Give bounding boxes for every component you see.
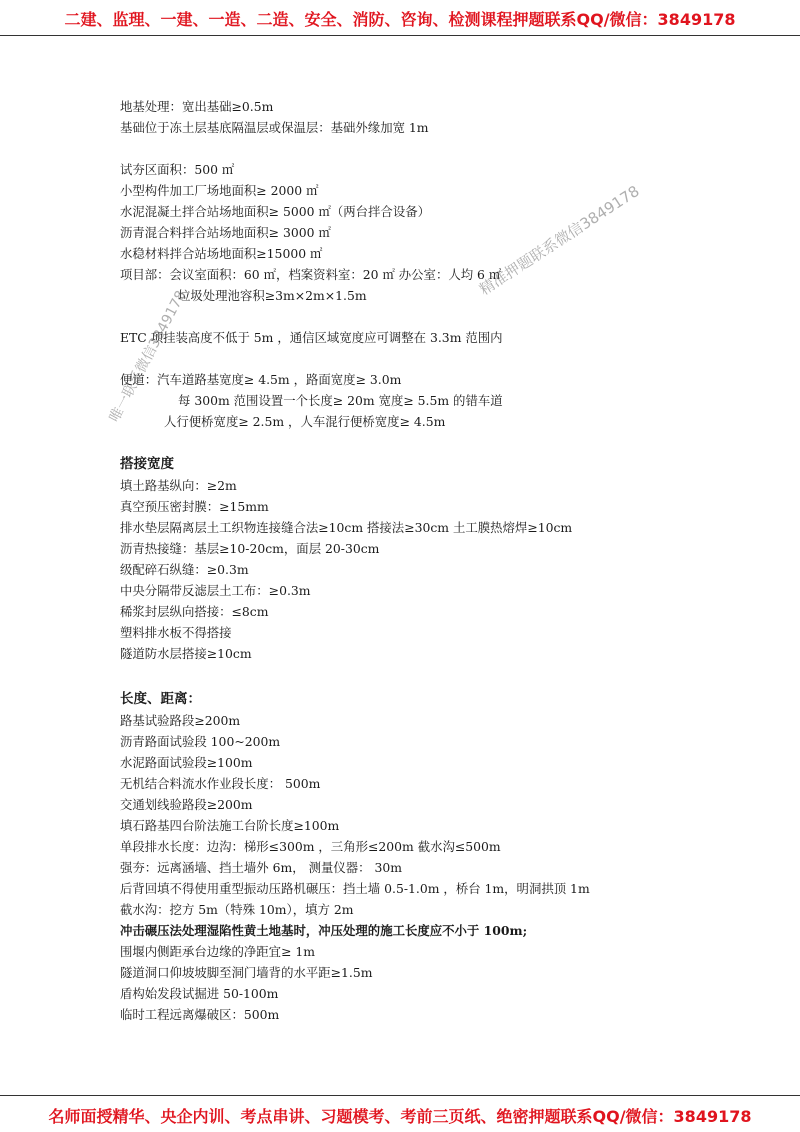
etc-line: ETC 项挂装高度不低于 5m ，通信区域宽度应可调整在 3.3m 范围内 [120,330,503,345]
list-item: 截水沟：挖方 5m（特殊 10m），填方 2m [120,902,354,917]
list-item: 排水垫层隔离层土工织物连接缝合法≥10cm 搭接法≥30cm 土工膜热熔焊≥10cm [120,520,573,535]
list-item: 围堰内侧距承台边缘的净距宜≥ 1m [120,944,316,959]
list-item: 路基试验路段≥200m [120,713,241,728]
list-item: 稀浆封层纵向搭接：≤8cm [120,604,269,619]
list-item: 沥青路面试验段 100~200m [120,734,281,749]
text-line: 项目部：会议室面积：60 ㎡，档案资料室：20 ㎡ 办公室：人均 6 ㎡ [120,267,502,282]
text-line: 便道：汽车道路基宽度≥ 4.5m ，路面宽度≥ 3.0m [120,372,402,387]
list-item: 单段排水长度：边沟：梯形≤300m ，三角形≤200m 截水沟≤500m [120,839,501,854]
top-divider [0,35,800,36]
bottom-divider [0,1095,800,1096]
text-line: 每 300m 范围设置一个长度≥ 20m 宽度≥ 5.5m 的错车道 [178,393,503,408]
list-item: 填石路基四台阶法施工台阶长度≥100m [120,818,340,833]
list-item: 盾构始发段试掘进 50-100m [120,986,279,1001]
watermark-text: 唯一联系微信3849178 [106,288,190,425]
text-line: 水泥混凝土拌合站场地面积≥ 5000 ㎡（两台拌合设备） [120,204,430,219]
text-line: 小型构件加工厂场地面积≥ 2000 ㎡ [120,183,319,198]
document-body [120,96,720,1025]
list-item: 临时工程远离爆破区：500m [120,1007,280,1022]
bottom-banner: 名师面授精华、央企内训、考点串讲、习题模考、考前三页纸、绝密押题联系QQ/微信：3849178 [48,1107,752,1126]
section-heading-overlap: 搭接宽度 [120,456,174,472]
list-item: 级配碎石纵缝：≥0.3m [120,562,249,577]
list-item: 强夯：远离涵墙、挡土墙外 6m， 测量仪器： 30m [120,860,402,875]
text-line: 地基处理：宽出基础≥0.5m [120,99,274,114]
text-line: 试夯区面积：500 ㎡ [120,162,235,177]
list-item: 冲击碾压法处理湿陷性黄土地基时，冲压处理的施工长度应不小于 100m; [120,923,528,938]
list-item: 沥青热接缝：基层≥10-20cm，面层 20-30cm [120,541,380,556]
list-item: 隧道防水层搭接≥10cm [120,646,252,661]
text-line: 人行便桥宽度≥ 2.5m ，人车混行便桥宽度≥ 4.5m [164,414,446,429]
list-item: 无机结合料流水作业段长度： 500m [120,776,321,791]
list-item: 填土路基纵向：≥2m [120,478,237,493]
section-heading-length: 长度、距离： [120,691,201,707]
list-item: 水泥路面试验段≥100m [120,755,253,770]
list-item: 隧道洞口仰坡坡脚至洞门墙背的水平距≥1.5m [120,965,373,980]
list-item: 中央分隔带反滤层土工布：≥0.3m [120,583,311,598]
text-line: 垃圾处理池容积≥3m×2m×1.5m [178,288,367,303]
text-line: 沥青混合料拌合站场地面积≥ 3000 ㎡ [120,225,331,240]
top-banner: 二建、监理、一建、一造、二造、安全、消防、咨询、检测课程押题联系QQ/微信：3849178 [64,10,736,29]
text-line: 水稳材料拌合站场地面积≥15000 ㎡ [120,246,323,261]
text-line: 基础位于冻土层基底隔温层或保温层：基础外缘加宽 1m [120,120,429,135]
list-item: 交通划线验路段≥200m [120,797,253,812]
list-item: 真空预压密封膜：≥15mm [120,499,269,514]
watermark-text: 精准押题联系微信3849178 [476,181,643,299]
list-item: 塑料排水板不得搭接 [120,625,232,640]
list-item: 后背回填不得使用重型振动压路机碾压：挡土墙 0.5-1.0m ，桥台 1m，明洞拱顶 1m [120,881,590,896]
